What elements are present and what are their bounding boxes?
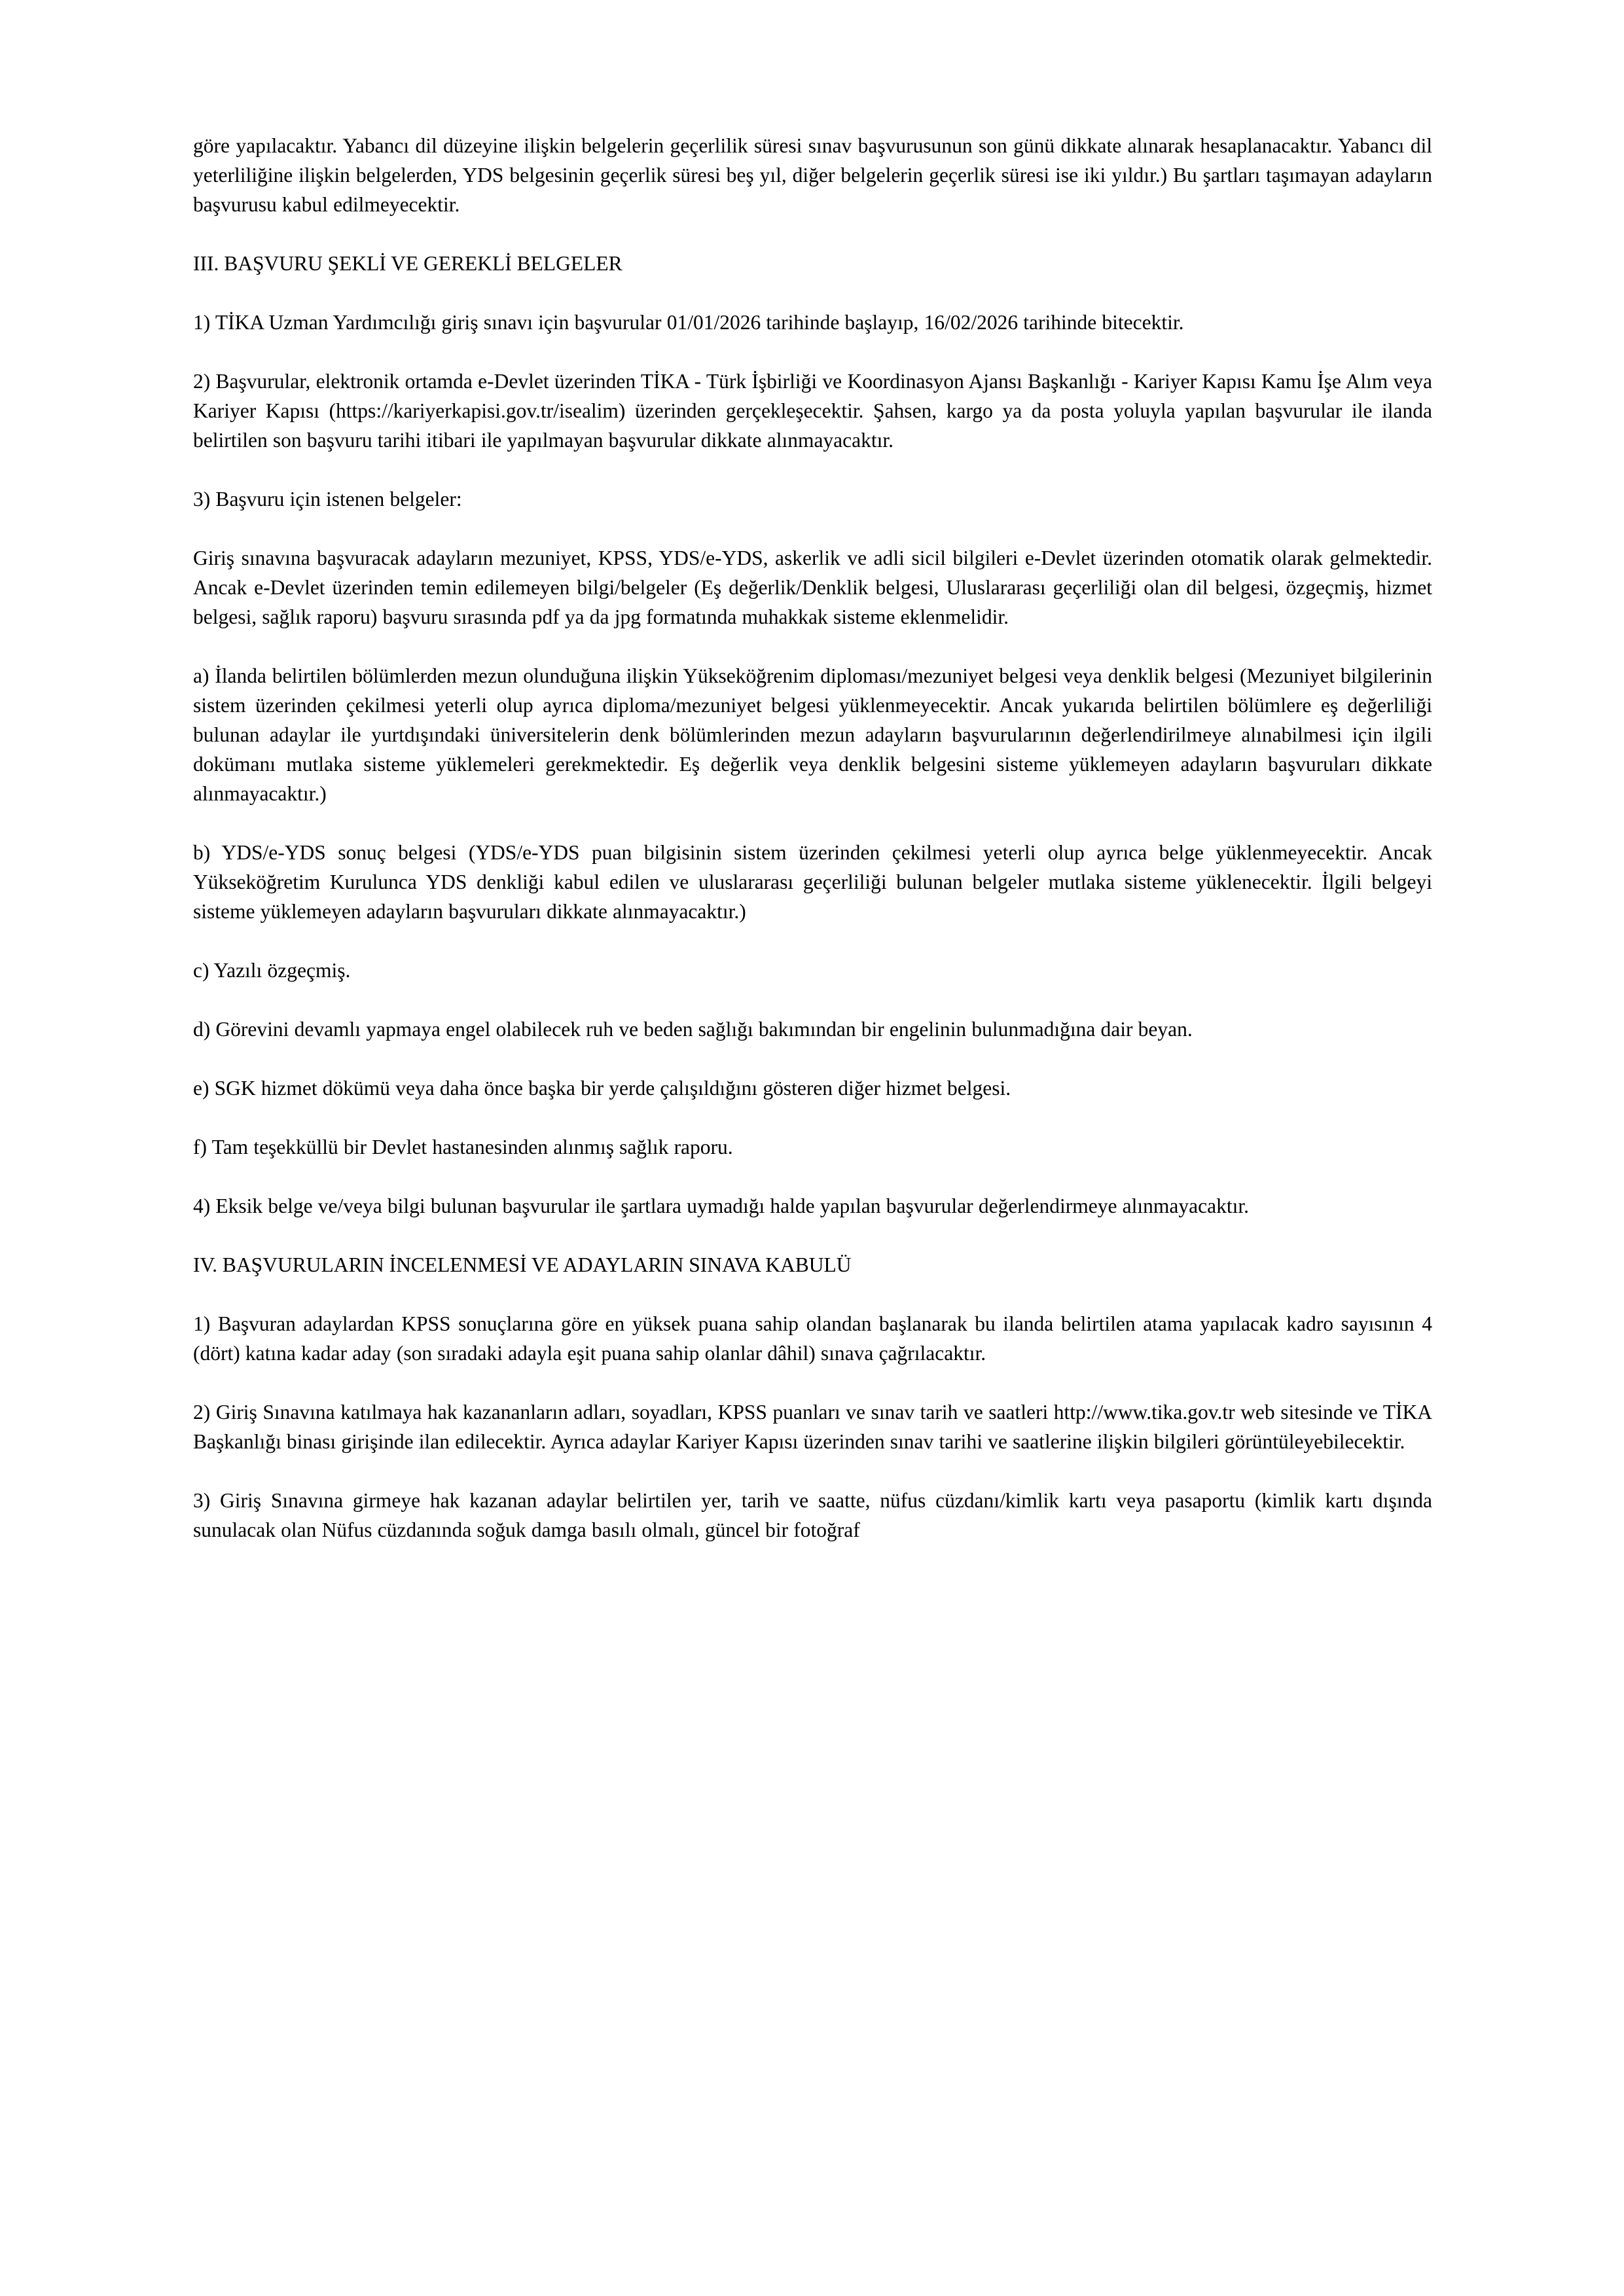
heading-section-iii: III. BAŞVURU ŞEKLİ VE GEREKLİ BELGELER (193, 252, 623, 275)
heading-section-iv: IV. BAŞVURULARIN İNCELENMESİ VE ADAYLARIN SINAVA KABULÜ (193, 1253, 852, 1276)
paragraph-iv-1: 1) Başvuran adaylardan KPSS sonuçlarına göre en yüksek puana sahip olandan başlanarak bu ilanda belirtilen atama yapılacak kadro sayısının 4 (dört) katına kadar aday (son sıradaki adayla eşit puana sahip olanlar dâhil) sınava çağrılacaktır. (193, 1312, 1432, 1365)
paragraph-iii-3-b: b) YDS/e-YDS sonuç belgesi (YDS/e-YDS puan bilgisinin sistem üzerinden çekilmesi yeterli olup ayrıca belge yüklenmeyecektir. Ancak Yükseköğretim Kurulunca YDS denkliği kabul edilen ve uluslararası geçerliliği bulunan belgeler mutlaka sisteme yüklenecektir. İlgili belgeyi sisteme yüklemeyen adayların başvuruları dikkate alınmayacaktır.) (193, 841, 1432, 923)
paragraph-iii-3-e: e) SGK hizmet dökümü veya daha önce başka bir yerde çalışıldığını gösteren diğer hizmet belgesi. (193, 1077, 1011, 1100)
paragraph-iii-3-f: f) Tam teşekküllü bir Devlet hastanesinden alınmış sağlık raporu. (193, 1136, 733, 1158)
paragraph-continuation: göre yapılacaktır. Yabancı dil düzeyine ilişkin belgelerin geçerlilik süresi sınav başvurusunun son günü dikkate alınarak hesaplanacaktır. Yabancı dil yeterliliğine ilişkin belgelerden, YDS belgesinin geçerlik süresi beş yıl, diğer belgelerin geçerlik süresi ise iki yıldır.) Bu şartları taşımayan adayların başvurusu kabul edilmeyecektir. (193, 134, 1432, 216)
paragraph-iii-3-intro: Giriş sınavına başvuracak adayların mezuniyet, KPSS, YDS/e-YDS, askerlik ve adli sicil bilgileri e-Devlet üzerinden otomatik olarak gelmektedir. Ancak e-Devlet üzerinden temin edilemeyen bilgi/belgeler (Eş değerlik/Denklik belgesi, Uluslararası geçerliliği olan dil belgesi, özgeçmiş, hizmet belgesi, sağlık raporu) başvuru sırasında pdf ya da jpg formatında muhakkak sisteme eklenmelidir. (193, 547, 1432, 628)
paragraph-iv-3: 3) Giriş Sınavına girmeye hak kazanan adaylar belirtilen yer, tarih ve saatte, nüfus cüzdanı/kimlik kartı veya pasaportu (kimlik kartı dışında sunulacak olan Nüfus cüzdanında soğuk damga basılı olmalı, güncel bir fotoğraf (193, 1489, 1432, 1541)
paragraph-iii-3-c: c) Yazılı özgeçmiş. (193, 959, 351, 982)
paragraph-iii-2: 2) Başvurular, elektronik ortamda e-Devlet üzerinden TİKA - Türk İşbirliği ve Koordinasyon Ajansı Başkanlığı - Kariyer Kapısı Kamu İşe Alım veya Kariyer Kapısı (https://kariyerkapisi.gov.tr/isealim) üzerinden gerçekleşecektir. Şahsen, kargo ya da posta yoluyla yapılan başvurular ile ilanda belirtilen son başvuru tarihi itibari ile yapılmayan başvurular dikkate alınmayacaktır. (193, 370, 1432, 452)
document-text-body (193, 131, 1432, 1545)
paragraph-iii-3-label: 3) Başvuru için istenen belgeler: (193, 488, 462, 511)
paragraph-iii-3-d: d) Görevini devamlı yapmaya engel olabilecek ruh ve beden sağlığı bakımından bir engelinin bulunmadığına dair beyan. (193, 1018, 1193, 1041)
paragraph-iv-2: 2) Giriş Sınavına katılmaya hak kazananların adları, soyadları, KPSS puanları ve sınav tarih ve saatleri http://www.tika.gov.tr web sitesinde ve TİKA Başkanlığı binası girişinde ilan edilecektir. Ayrıca adaylar Kariyer Kapısı üzerinden sınav tarihi ve saatlerine ilişkin bilgileri görüntüleyebilecektir. (193, 1401, 1432, 1453)
paragraph-iii-1: 1) TİKA Uzman Yardımcılığı giriş sınavı için başvurular 01/01/2026 tarihinde başlayıp, 16/02/2026 tarihinde bitecektir. (193, 311, 1184, 334)
paragraph-iii-4: 4) Eksik belge ve/veya bilgi bulunan başvurular ile şartlara uymadığı halde yapılan başvurular değerlendirmeye alınmayacaktır. (193, 1194, 1249, 1217)
paragraph-iii-3-a: a) İlanda belirtilen bölümlerden mezun olunduğuna ilişkin Yükseköğrenim diploması/mezuniyet belgesi veya denklik belgesi (Mezuniyet bilgilerinin sistem üzerinden çekilmesi yeterli olup ayrıca diploma/mezuniyet belgesi yüklenmeyecektir. Ancak yukarıda belirtilen bölümlere eş değerliliği bulunan adaylar ile yurtdışındaki üniversitelerin denk bölümlerinden mezun adayların başvurularının değerlendirilmeye alınabilmesi için ilgili dokümanı mutlaka sisteme yüklemeleri gerekmektedir. Eş değerlik veya denklik belgesini sisteme yüklemeyen adayların başvuruları dikkate alınmayacaktır.) (193, 664, 1432, 805)
